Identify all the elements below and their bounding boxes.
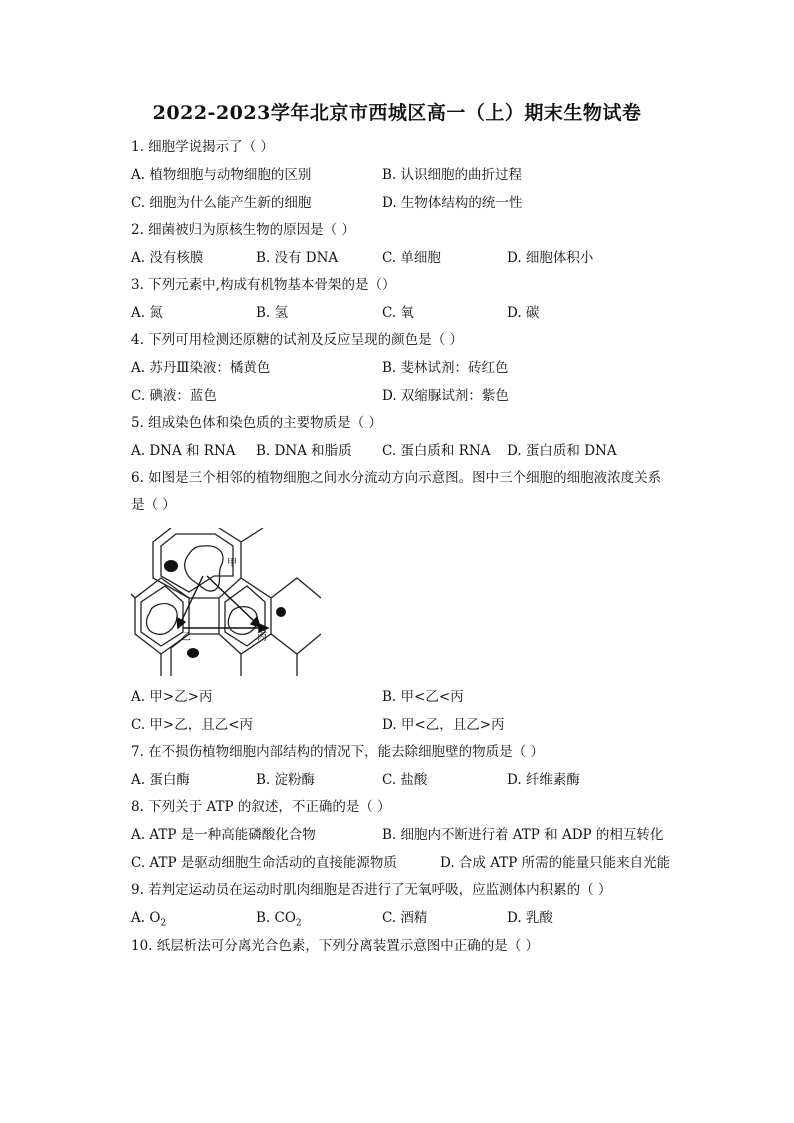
question-5-option-d: D. 蛋白质和 DNA <box>507 443 617 459</box>
cell-label-left: 乙 <box>181 632 191 643</box>
question-6-stem-continued: 是（ ） <box>131 497 176 513</box>
question-10-stem: 10. 纸层析法可分离光合色素，下列分离装置示意图中正确的是（ ） <box>131 938 540 954</box>
question-6-option-d: D. 甲<乙，且乙>丙 <box>382 717 505 733</box>
question-7-option-c: C. 盐酸 <box>382 772 428 788</box>
question-5-option-b: B. DNA 和脂质 <box>256 443 352 459</box>
question-6-option-b: B. 甲<乙<丙 <box>382 689 464 705</box>
question-4-option-d: D. 双缩脲试剂：紫色 <box>382 388 509 404</box>
question-8-option-b: B. 细胞内不断进行着 ATP 和 ADP 的相互转化 <box>382 827 664 843</box>
question-7-stem: 7. 在不损伤植物细胞内部结构的情况下，能去除细胞壁的物质是（ ） <box>131 744 544 760</box>
question-4-stem: 4. 下列可用检测还原糖的试剂及反应呈现的颜色是（ ） <box>131 332 463 348</box>
question-2-option-d: D. 细胞体积小 <box>507 250 594 266</box>
question-8-option-c: C. ATP 是驱动细胞生命活动的直接能源物质 <box>131 855 397 871</box>
question-5-stem: 5. 组成染色体和染色质的主要物质是（ ） <box>131 415 382 431</box>
question-2-option-a: A. 没有核膜 <box>131 250 204 266</box>
nucleus-top <box>164 560 178 572</box>
question-9-option-b <box>256 909 302 933</box>
question-1-stem: 1. 细胞学说揭示了（ ） <box>131 139 274 155</box>
question-9-stem: 9. 若判定运动员在运动时肌肉细胞是否进行了无氧呼吸，应监测体内积累的（ ） <box>131 882 612 898</box>
question-7-option-b: B. 淀粉酶 <box>256 772 316 788</box>
question-1-option-a: A. 植物细胞与动物细胞的区别 <box>131 167 312 183</box>
question-7-option-d: D. 纤维素酶 <box>507 772 580 788</box>
question-1-option-c: C. 细胞为什么能产生新的细胞 <box>131 195 312 211</box>
question-4-option-b: B. 斐林试剂：砖红色 <box>382 360 509 376</box>
question-5-option-c: C. 蛋白质和 RNA <box>382 443 491 459</box>
question-9-option-c: C. 酒精 <box>382 910 428 926</box>
question-6-stem: 6. 如图是三个相邻的植物细胞之间水分流动方向示意图。图中三个细胞的细胞液浓度关系 <box>131 470 662 486</box>
subscript-2: 2 <box>160 918 167 929</box>
question-2-stem: 2. 细菌被归为原核生物的原因是（ ） <box>131 222 355 238</box>
page-title: 2022-2023学年北京市西城区高一（上）期末生物试卷 <box>152 102 642 124</box>
question-6-option-c: C. 甲>乙，且乙<丙 <box>131 717 254 733</box>
question-7-option-a: A. 蛋白酶 <box>131 772 190 788</box>
question-1-option-b: B. 认识细胞的曲折过程 <box>382 167 523 183</box>
question-3-option-a: A. 氮 <box>131 305 163 321</box>
question-2-option-b: B. 没有 DNA <box>256 250 339 266</box>
question-3-option-d: D. 碳 <box>507 305 540 321</box>
question-3-stem: 3. 下列元素中,构成有机物基本骨架的是（） <box>131 277 396 293</box>
cell-label-right: 丙 <box>257 632 267 643</box>
plant-cells-diagram <box>131 528 321 676</box>
question-1-option-d: D. 生物体结构的统一性 <box>382 195 523 211</box>
question-6-option-a: A. 甲>乙>丙 <box>131 689 213 705</box>
question-9-option-a-text: A. O <box>131 910 161 926</box>
question-9-option-d: D. 乳酸 <box>507 910 553 926</box>
question-8-option-a: A. ATP 是一种高能磷酸化合物 <box>131 827 316 843</box>
question-3-option-b: B. 氢 <box>256 305 289 321</box>
nucleus-right <box>276 607 286 617</box>
nucleus-left <box>187 648 199 658</box>
question-5-option-a: A. DNA 和 RNA <box>131 443 236 459</box>
question-8-option-d: D. 合成 ATP 所需的能量只能来自光能 <box>440 855 671 871</box>
subscript-2: 2 <box>295 918 302 929</box>
question-2-option-c: C. 单细胞 <box>382 250 441 266</box>
cell-label-top: 甲 <box>227 558 237 569</box>
question-3-option-c: C. 氧 <box>382 305 414 321</box>
question-9-option-a <box>131 909 166 933</box>
question-8-stem: 8. 下列关于 ATP 的叙述，不正确的是（ ） <box>131 799 391 815</box>
question-4-option-c: C. 碘液：蓝色 <box>131 388 217 404</box>
question-9-option-b-text: B. CO <box>256 910 296 926</box>
question-4-option-a: A. 苏丹Ⅲ染液：橘黄色 <box>131 360 271 376</box>
